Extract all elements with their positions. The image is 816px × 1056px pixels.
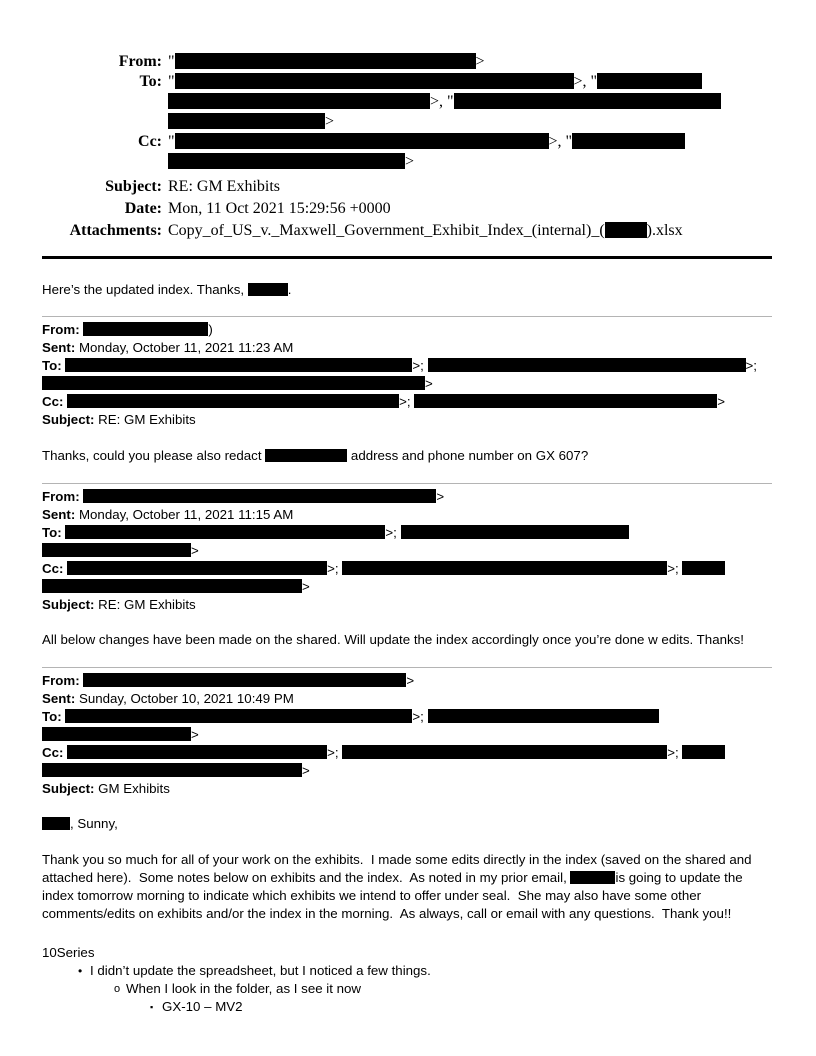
field-label: Subject: [42,597,95,612]
text-segment: > [325,113,335,130]
redaction-bar [572,133,685,149]
field-label: Sent: [42,507,76,522]
quoted-cc-row [42,744,772,762]
quoted-message-3-header [42,672,772,798]
field-label: To: [42,709,62,724]
quoted-subject-row [42,780,772,798]
field-label: Cc: [138,133,162,150]
field-value [168,112,772,132]
field-label: From: [118,53,162,70]
text-segment: Monday, October 11, 2021 11:15 AM [78,507,294,522]
thick-divider [42,256,772,259]
text-segment: > [302,763,310,778]
text-segment: , Sunny, [70,816,118,831]
field-label: To: [42,525,62,540]
text-segment: > [191,727,199,742]
text-segment: >; [667,561,683,576]
text-segment: Monday, October 11, 2021 11:23 AM [78,340,294,355]
text-segment: >, " [573,73,598,90]
redaction-bar [428,709,659,723]
text-segment: " [168,73,175,90]
quoted-subject-row [42,411,772,429]
redaction-bar [401,525,629,539]
quoted-sent-row [42,506,772,524]
quoted-to-cont-row [42,542,772,560]
text-segment: >; [385,525,401,540]
field-label [42,152,168,172]
bullet-marker: ▪ [150,1002,154,1012]
field-value [168,198,772,220]
field-label: Date: [124,200,162,217]
quoted-to-row [42,524,772,542]
redaction-bar [570,871,615,884]
text-segment: > [406,673,415,688]
text-segment: >; [745,358,758,373]
text-segment: . [287,282,292,297]
field-label: Cc: [42,394,64,409]
redaction-bar [83,322,208,336]
bullet-text: GX-10 – MV2 [162,999,243,1014]
field-label: Cc: [42,745,64,760]
redaction-bar [42,763,302,777]
series-heading [42,944,772,962]
header-row-to [42,72,772,92]
redaction-bar [65,709,412,723]
field-label [42,92,168,112]
header-row-from [42,52,772,72]
quoted-from-row [42,672,772,690]
text-segment: >; [327,561,343,576]
header-row-to-cont-2 [42,112,772,132]
text-segment: > [475,53,485,70]
redaction-bar [682,745,725,759]
quoted-subject-row [42,596,772,614]
quoted-sent-row [42,690,772,708]
bullet-item-level2 [42,980,772,998]
field-value [168,72,772,92]
redaction-bar [83,673,406,687]
field-label: To: [42,358,62,373]
quoted-to-row [42,357,772,375]
header-row-attachments [42,220,772,242]
redaction-bar [65,358,412,372]
redaction-bar [175,73,574,89]
text-segment: Here’s the updated index. Thanks, [42,282,248,297]
quoted-from-row [42,488,772,506]
text-segment: >; [667,745,683,760]
text-segment: address and phone number on GX 607? [347,448,589,463]
redaction-bar [414,394,717,408]
field-label: Subject: [42,412,95,427]
text-segment: 10Series [42,945,95,960]
changes-paragraph [42,631,772,649]
redaction-bar [342,745,667,759]
field-label: From: [42,489,80,504]
message-divider [42,667,772,668]
text-segment: > [436,489,445,504]
bullet-list [42,962,772,1016]
text-segment: Sunday, October 10, 2021 10:49 PM [78,691,294,706]
text-segment: > [405,153,415,170]
field-value [168,92,772,112]
redaction-bar [67,745,327,759]
header-row-to-cont-1 [42,92,772,112]
redaction-bar [168,113,325,129]
redaction-bar [83,489,436,503]
text-segment: GM Exhibits [98,781,170,796]
text-segment: Mon, 11 Oct 2021 15:29:56 +0000 [168,200,391,217]
field-label [42,112,168,132]
redaction-bar [248,283,288,296]
text-segment: > [717,394,726,409]
redaction-bar [42,817,70,830]
redaction-bar [342,561,667,575]
redaction-bar [454,93,721,109]
header-row-cc [42,132,772,152]
redaction-bar [168,153,405,169]
quoted-cc-row [42,560,772,578]
header-row-subject [42,176,772,198]
text-segment: >; [399,394,415,409]
bullet-item-level3 [42,998,772,1016]
field-value [168,52,772,72]
redaction-bar [175,53,476,69]
redaction-bar [67,561,327,575]
quoted-cc-cont-row [42,578,772,596]
field-label: From: [42,673,80,688]
text-segment: >; [412,358,428,373]
field-label: From: [42,322,80,337]
redaction-bar [597,73,702,89]
bullet-item-level1 [42,962,772,980]
redact-request-paragraph [42,447,772,465]
text-segment: > [302,579,310,594]
field-label: Subject: [105,178,162,195]
text-segment: ).xlsx [646,222,683,239]
redaction-bar [428,358,746,372]
quoted-to-cont-row [42,726,772,744]
field-value [168,176,772,198]
message-divider [42,483,772,484]
redaction-bar [265,449,347,462]
text-segment: >, " [430,93,454,110]
redaction-bar [605,222,647,238]
quoted-cc-cont-row [42,762,772,780]
quoted-to-cont-row [42,375,772,393]
text-segment: Thank you so much for all of your work on the exhibits. I made some edits directly in the index (saved on the shared and attached here). Some notes below on exhibits and the index. As noted in my prior email, [42,852,756,885]
text-segment: " [168,133,175,150]
field-value [168,132,772,152]
text-segment: >, " [548,133,573,150]
greeting-paragraph [42,815,772,833]
email-body [42,281,772,1016]
text-segment: RE: GM Exhibits [98,412,196,427]
field-value [168,152,772,172]
field-label: Cc: [42,561,64,576]
quoted-from-row [42,321,772,339]
quoted-to-row [42,708,772,726]
quoted-cc-row [42,393,772,411]
redaction-bar [682,561,725,575]
text-segment: Copy_of_US_v._Maxwell_Government_Exhibit_Index_(internal)_( [168,222,605,239]
header-row-cc-cont [42,152,772,172]
field-label: To: [139,73,162,90]
text-segment: > [425,376,433,391]
text-segment: RE: GM Exhibits [98,597,196,612]
bullet-text: I didn’t update the spreadsheet, but I noticed a few things. [90,963,431,978]
intro-paragraph [42,281,772,299]
redaction-bar [42,727,191,741]
bullet-marker: o [114,983,121,995]
redaction-bar [42,579,302,593]
field-label: Sent: [42,691,76,706]
redaction-bar [67,394,399,408]
text-segment: >; [412,709,428,724]
field-label: Sent: [42,340,76,355]
field-value [168,220,772,242]
text-segment: RE: GM Exhibits [168,178,281,195]
text-segment: " [168,53,175,70]
field-label: Subject: [42,781,95,796]
bullet-text: When I look in the folder, as I see it now [126,981,362,996]
main-paragraph [42,851,772,923]
redaction-bar [175,133,549,149]
redaction-bar [168,93,430,109]
text-segment: > [191,543,199,558]
text-segment: >; [327,745,343,760]
quoted-sent-row [42,339,772,357]
redaction-bar [65,525,385,539]
header-row-date [42,198,772,220]
quoted-message-2-header [42,488,772,614]
text-segment: Thanks, could you please also redact [42,448,266,463]
text-segment: All below changes have been made on the shared. Will update the index accordingly once you’re done w edits. Thanks! [42,632,744,647]
field-label: Attachments: [69,222,162,239]
redaction-bar [42,543,191,557]
email-top-header [42,52,772,242]
bullet-marker: • [78,964,83,978]
redaction-bar [42,376,425,390]
message-divider [42,316,772,317]
quoted-message-1-header [42,321,772,429]
text-segment: is going to update the index tomorrow morning to indicate which exhibits we intend to offer under seal. She may also have some other comments/edits on exhibits and/or the index in the morning. As always, call or email with any questions. Thank you!! [42,870,747,921]
text-segment: ) [208,322,213,337]
